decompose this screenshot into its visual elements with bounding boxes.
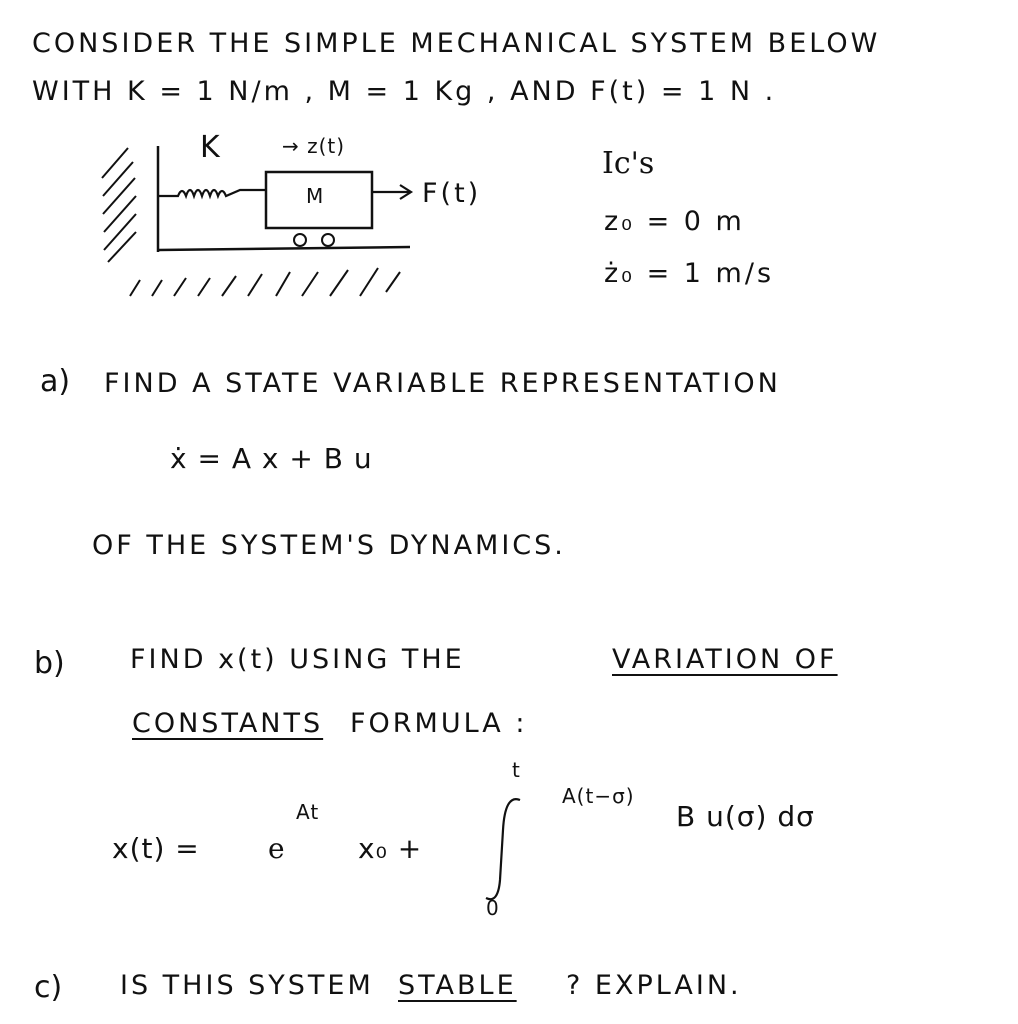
intro-line-2: WITH K = 1 N/m , M = 1 Kg , AND F(t) = 1 N . [32, 76, 777, 107]
formula-exp-base: e [268, 832, 286, 865]
wall-hatching [102, 148, 136, 262]
ics-title: Ic's [602, 146, 655, 181]
part-b-prompt-prefix: FIND x(t) USING THE [130, 644, 465, 675]
part-b-emph-variation: VARIATION OF [612, 644, 838, 675]
mass-label: M [306, 184, 325, 208]
integrand-exponent: A(t−σ) [562, 784, 635, 808]
part-a-prompt: FIND A STATE VARIABLE REPRESENTATION [104, 368, 781, 399]
spring [158, 190, 266, 196]
integral-lower-limit: 0 [486, 896, 500, 920]
spring-constant-label: K [200, 130, 220, 165]
part-b-prompt-suffix: FORMULA : [350, 708, 528, 739]
part-c-prompt-prefix: IS THIS SYSTEM [120, 970, 374, 1001]
wheel-left [294, 234, 306, 246]
part-c-prompt-suffix: ? EXPLAIN. [566, 970, 742, 1001]
integral-sign [486, 799, 520, 899]
force-label: F(t) [422, 178, 482, 209]
part-a-suffix: OF THE SYSTEM'S DYNAMICS. [92, 530, 566, 561]
wheel-right [322, 234, 334, 246]
intro-line-1: CONSIDER THE SIMPLE MECHANICAL SYSTEM BELOW [32, 28, 881, 59]
integrand-rest: B u(σ) dσ [676, 800, 815, 833]
integral-upper-limit: t [512, 758, 521, 782]
ground-line [158, 247, 410, 250]
displacement-label: → z(t) [282, 134, 346, 158]
formula-exponent: At [296, 800, 320, 824]
part-b-label: b) [34, 646, 65, 681]
ic-velocity: ż₀ = 1 m/s [604, 258, 775, 289]
part-b-emph-constants: CONSTANTS [132, 708, 324, 739]
part-a-label: a) [40, 364, 71, 399]
ground-hatching [130, 268, 400, 296]
formula-x0: x₀ + [358, 832, 423, 865]
state-equation: ẋ = A x + B u [170, 442, 373, 475]
ic-position: z₀ = 0 m [604, 206, 745, 237]
formula-lhs: x(t) = [112, 832, 200, 865]
part-c-emph-stable: STABLE [398, 970, 517, 1001]
part-c-label: c) [34, 970, 63, 1005]
